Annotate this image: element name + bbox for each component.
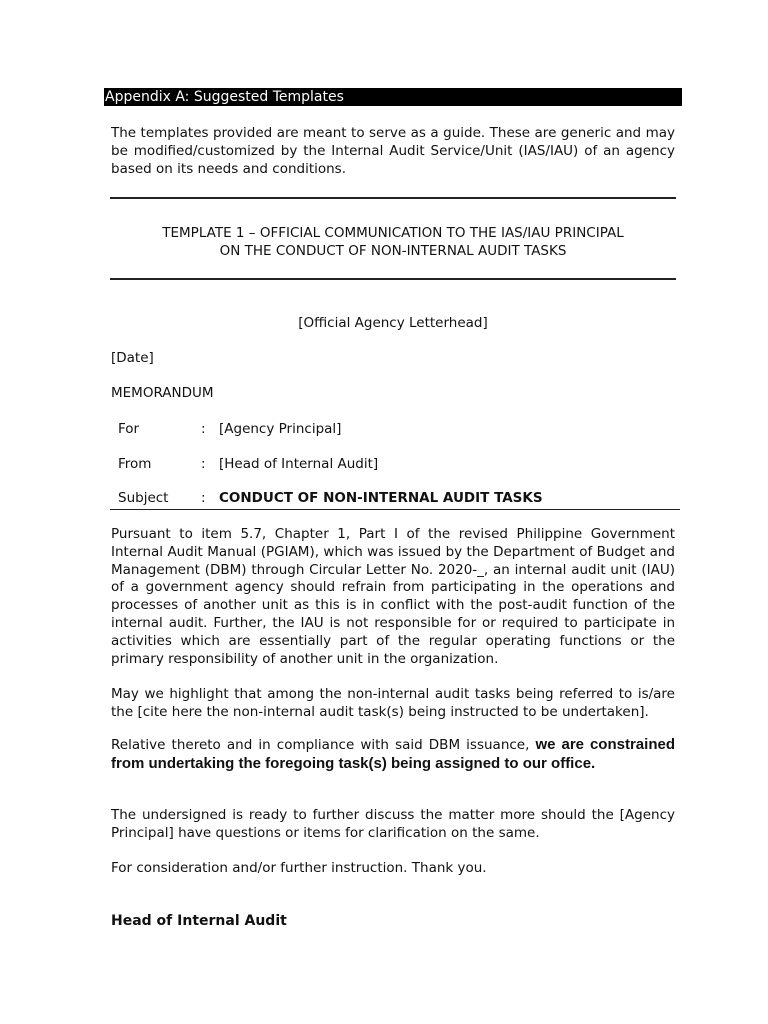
body-paragraph-2: May we highlight that among the non-internal audit tasks being referred to is/are the [cite here the non-internal audit task(s) being instructed to be undertaken]. [111,686,675,720]
body-paragraph-1: Pursuant to item 5.7, Chapter 1, Part I of the revised Philippine Government Internal Audit Manual (PGIAM), which was issued by the Department of Budget and Management (DBM) through Circular Letter No. 2020-_, an internal audit unit (IAU) of a government agency should refrain from participating in the operations and processes of another unit as this is in conflict with the post-audit function of the internal audit. Further, the IAU is not responsible for or required to participate in activities which are essentially part of the regular operating functions or the primary responsibility of another unit in the organization. [111,526,675,667]
template-title [110,224,676,260]
template-title-bottom-rule [110,278,676,280]
body-paragraph-3-emphasis: we are constrained from undertaking the foregoing task(s) being assigned to our office. [111,736,675,772]
memo-for-value: [Agency Principal] [219,421,342,437]
memo-subject-value: CONDUCT OF NON-INTERNAL AUDIT TASKS [219,490,543,506]
memo-for-colon: : [201,421,206,437]
memo-from-colon: : [201,456,206,472]
template-title-line-2: ON THE CONDUCT OF NON-INTERNAL AUDIT TASKS [219,243,567,259]
memo-subject-label: Subject [118,490,169,506]
body-paragraph-3-lead: Relative thereto and in compliance with said DBM issuance, [111,737,536,753]
letterhead-placeholder: [Official Agency Letterhead] [298,315,488,331]
appendix-heading: Appendix A: Suggested Templates [105,89,344,105]
signatory-title: Head of Internal Audit [111,913,287,929]
body-paragraph-5: For consideration and/or further instruction. Thank you. [111,860,487,876]
memo-for-label: For [118,421,140,437]
body-paragraph-4: The undersigned is ready to further discuss the matter more should the [Agency Principal] have questions or items for clarification on the same. [111,807,675,841]
memorandum-heading: MEMORANDUM [111,385,214,401]
subject-underline [110,509,680,510]
intro-paragraph: The templates provided are meant to serve as a guide. These are generic and may be modified/customized by the Internal Audit Service/Unit (IAS/IAU) of an agency based on its needs and conditions. [111,125,675,177]
template-title-top-rule [110,197,676,199]
memo-from-value: [Head of Internal Audit] [219,456,379,472]
template-title-line-1: TEMPLATE 1 – OFFICIAL COMMUNICATION TO THE IAS/IAU PRINCIPAL [162,225,624,241]
memo-from-label: From [118,456,152,472]
memo-subject-colon: : [201,490,206,506]
body-paragraph-3 [111,736,675,774]
date-placeholder: [Date] [111,350,154,366]
